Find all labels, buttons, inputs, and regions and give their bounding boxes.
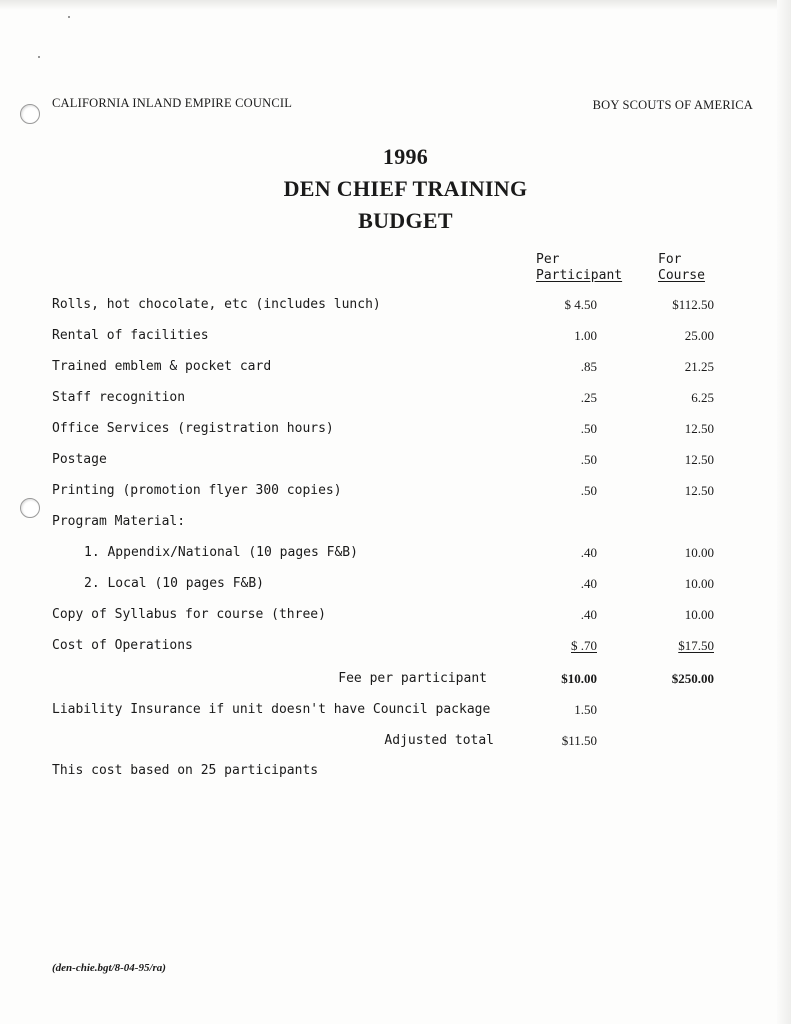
item-label: Cost of Operations [52, 638, 193, 653]
fee-row [0, 671, 791, 691]
course-value: 12.50 [684, 421, 714, 436]
per-value: .50 [580, 421, 597, 436]
total-row [0, 733, 791, 753]
per-value: $ 4.50 [564, 297, 597, 312]
course-value: 25.00 [684, 328, 714, 343]
item-label: Rolls, hot chocolate, etc (includes lunch) [52, 297, 381, 312]
budget-row [0, 483, 791, 503]
participants-note: This cost based on 25 participants [52, 763, 319, 778]
organization-name: BOY SCOUTS OF AMERICA [592, 98, 753, 112]
budget-row [0, 297, 791, 317]
per-value: .50 [580, 483, 597, 498]
budget-row [0, 359, 791, 379]
file-reference: (den-chie.bgt/8-04-95/ra) [52, 962, 166, 974]
scan-speck [68, 16, 70, 18]
budget-row [0, 390, 791, 410]
budget-row [0, 545, 791, 565]
budget-row [0, 514, 791, 534]
per-header-line1: Per [536, 252, 560, 267]
per-value: $11.50 [561, 733, 597, 748]
course-value: $17.50 [678, 638, 714, 653]
budget-row [0, 328, 791, 348]
course-value: 12.50 [684, 483, 714, 498]
item-label: Office Services (registration hours) [52, 421, 334, 436]
scan-speck [38, 56, 40, 58]
course-header-line2: Course [658, 268, 705, 283]
per-value: .25 [580, 390, 597, 405]
budget-row [0, 452, 791, 472]
item-label: 2. Local (10 pages F&B) [84, 576, 265, 591]
per-value: .85 [580, 359, 597, 374]
course-value: 6.25 [691, 390, 714, 405]
per-value: $ .70 [571, 638, 597, 653]
per-value: .40 [580, 607, 597, 622]
item-label: Staff recognition [52, 390, 186, 405]
per-value: .40 [580, 576, 597, 591]
budget-row [0, 702, 791, 722]
course-value: $250.00 [671, 671, 714, 686]
note-row [0, 763, 791, 783]
budget-row [0, 421, 791, 441]
per-value: 1.00 [574, 328, 597, 343]
title-year: 1996 [382, 144, 429, 169]
item-label: Rental of facilities [52, 328, 209, 343]
item-label: Liability Insurance if unit doesn't have Council package [52, 702, 491, 717]
total-label: Adjusted total [384, 733, 494, 748]
per-participant-header [536, 252, 622, 284]
per-value: 1.50 [574, 702, 597, 717]
for-course-header [658, 252, 705, 284]
item-label: Printing (promotion flyer 300 copies) [52, 483, 342, 498]
scan-top-shadow [0, 0, 791, 10]
title-main: DEN CHIEF TRAINING [283, 176, 528, 201]
course-value: $112.50 [672, 297, 714, 312]
title-sub: BUDGET [358, 208, 453, 233]
per-value: .40 [580, 545, 597, 560]
budget-row [0, 638, 791, 658]
item-label: Copy of Syllabus for course (three) [52, 607, 326, 622]
course-header-line1: For [658, 252, 682, 267]
item-label: Postage [52, 452, 107, 467]
per-value: $10.00 [561, 671, 597, 686]
item-label: Trained emblem & pocket card [52, 359, 272, 374]
course-value: 21.25 [684, 359, 714, 374]
course-value: 10.00 [684, 576, 714, 591]
item-label: 1. Appendix/National (10 pages F&B) [84, 545, 358, 560]
binder-hole [20, 104, 40, 124]
budget-row [0, 607, 791, 627]
per-header-line2: Participant [536, 268, 623, 283]
course-value: 10.00 [684, 607, 714, 622]
budget-row [0, 576, 791, 596]
item-label: Program Material: [52, 514, 186, 529]
course-value: 10.00 [684, 545, 714, 560]
council-name: CALIFORNIA INLAND EMPIRE COUNCIL [52, 96, 293, 110]
fee-label: Fee per participant [338, 671, 487, 686]
course-value: 12.50 [684, 452, 714, 467]
per-value: .50 [580, 452, 597, 467]
